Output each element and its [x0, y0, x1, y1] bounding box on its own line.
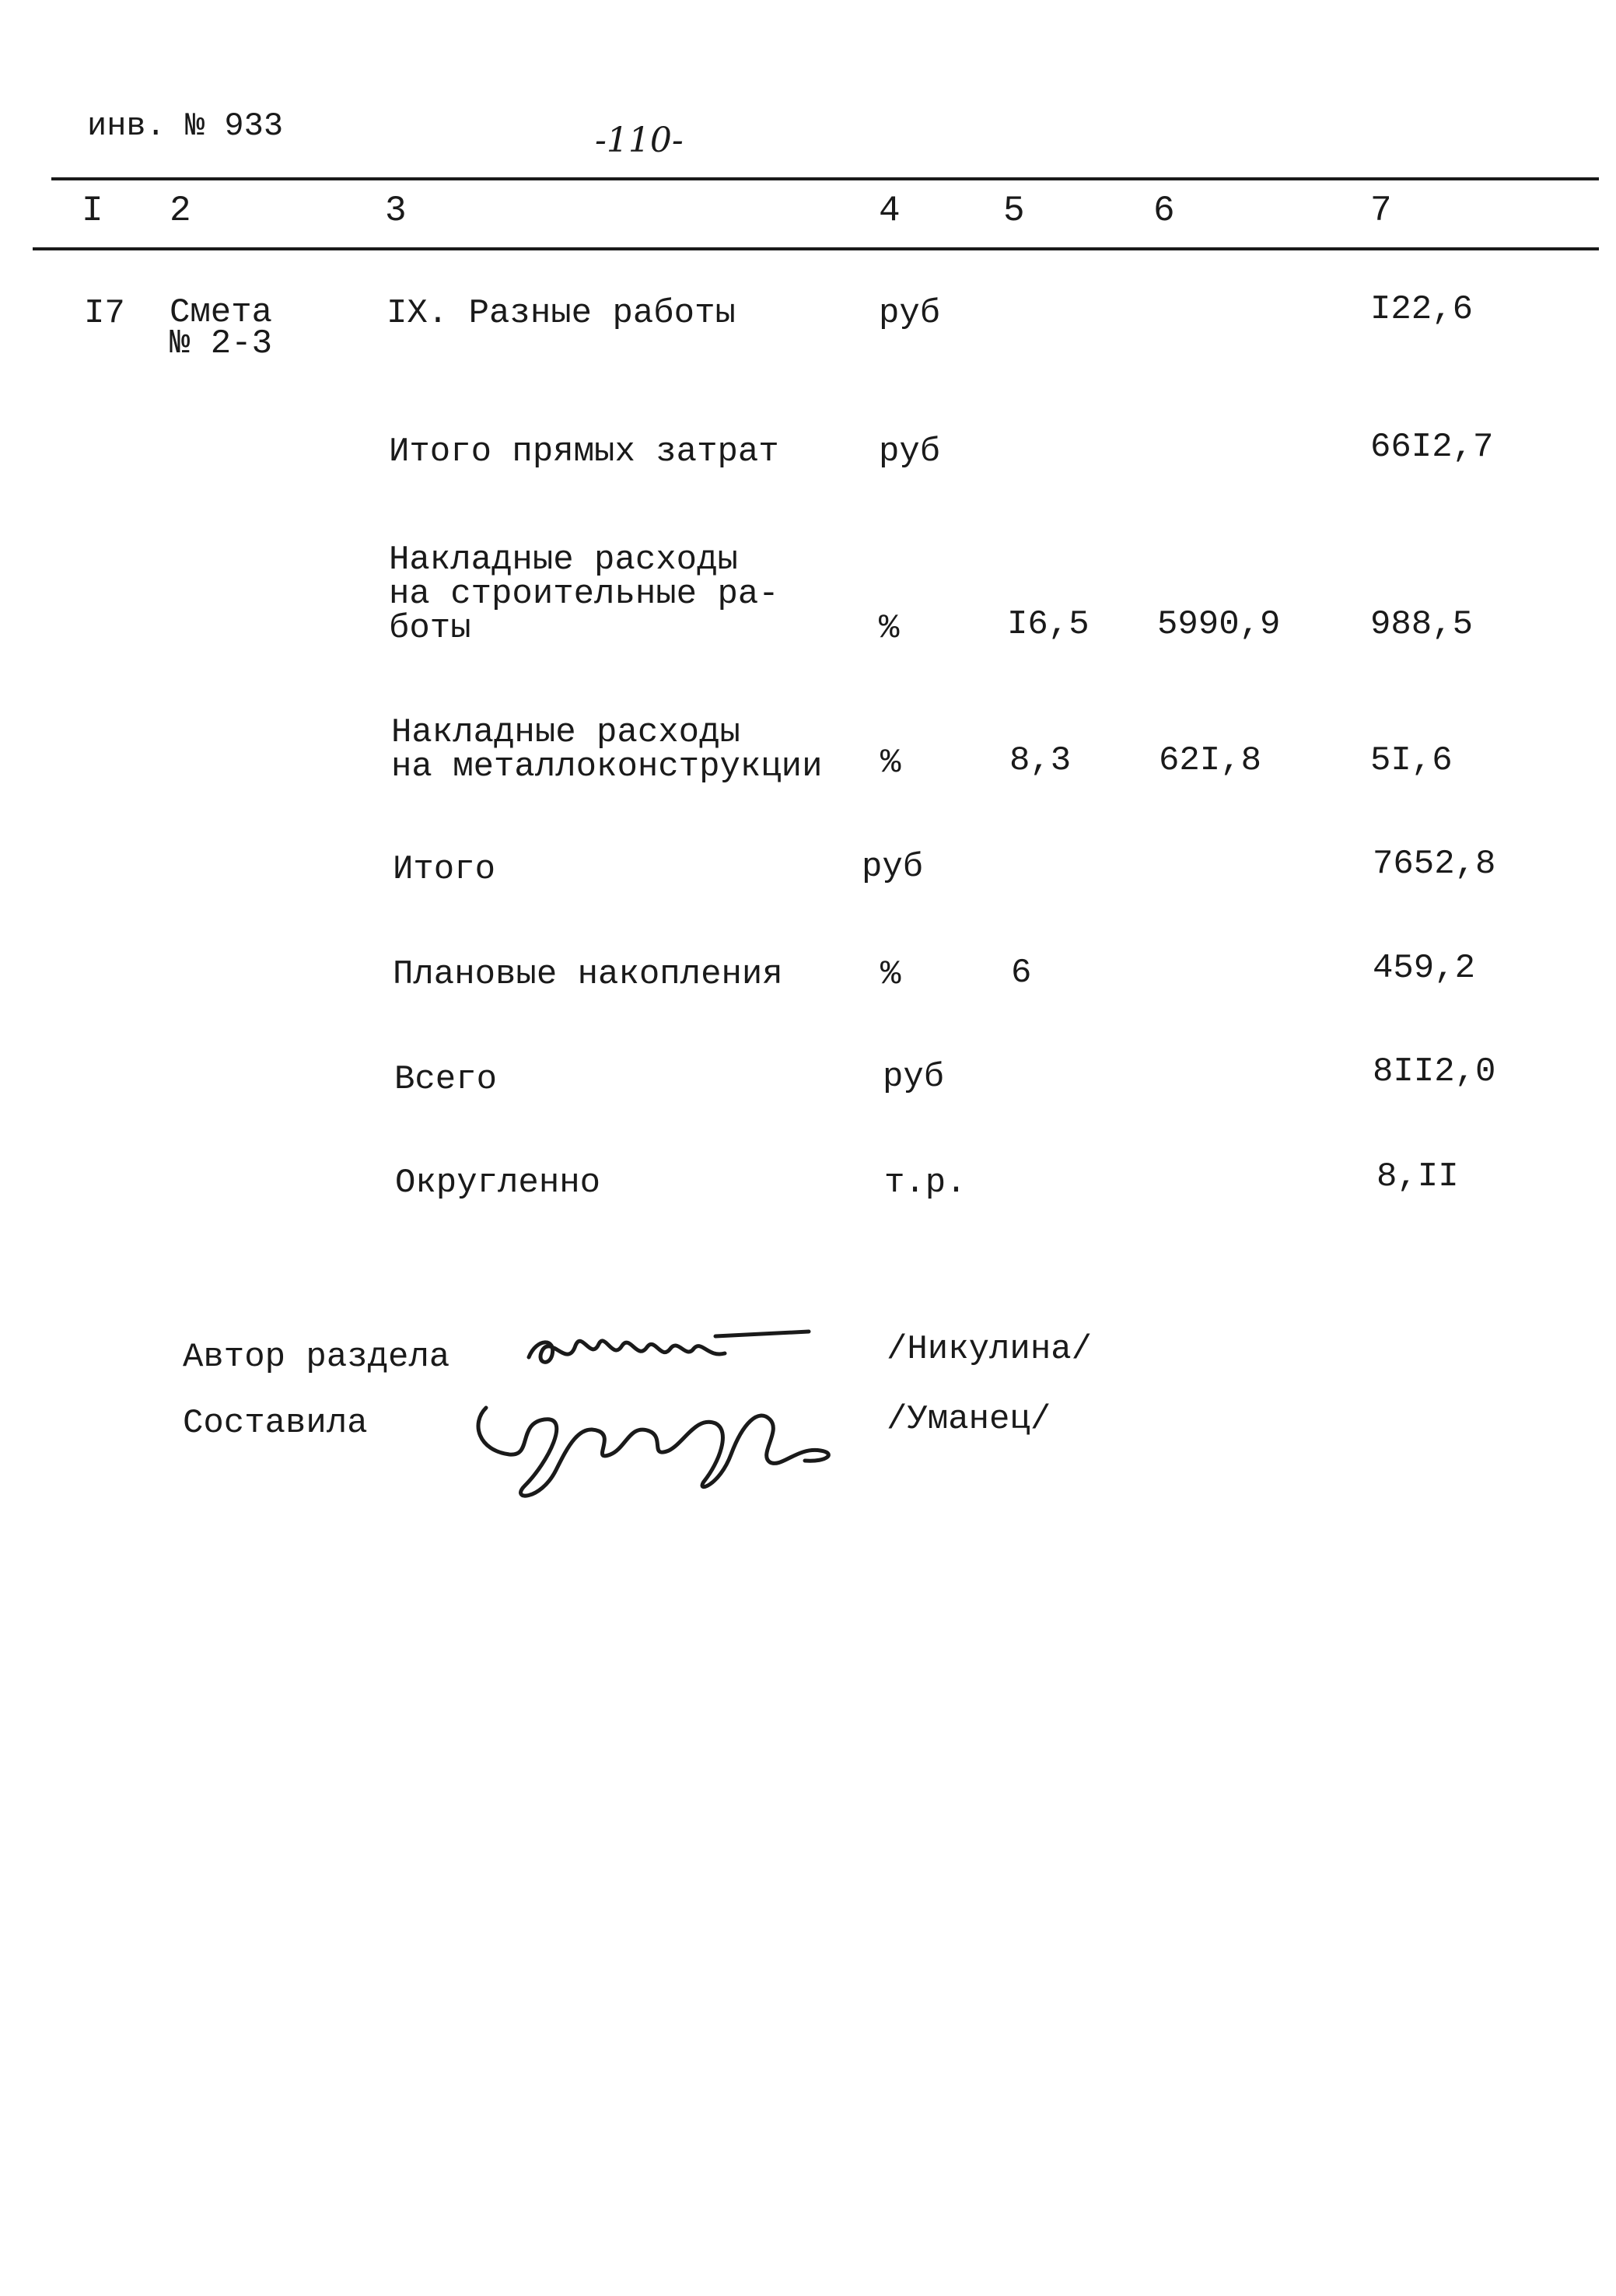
row-3-name: Накладные расходы на строительные ра- боты	[389, 541, 779, 648]
row-8-unit: т.р.	[884, 1164, 967, 1202]
row-4-total: 5I,6	[1370, 741, 1453, 780]
compiler-name: /Уманец/	[887, 1400, 1051, 1439]
column-heading-4: 4	[879, 191, 901, 231]
row-4-base: 62I,8	[1159, 741, 1262, 780]
page-number: -110-	[595, 121, 684, 160]
row-1-total: I22,6	[1370, 290, 1474, 329]
row-1-unit: руб	[879, 294, 941, 333]
row-2-name: Итого прямых затрат	[389, 432, 779, 471]
row-number: I7	[84, 294, 125, 333]
row-6-rate: 6	[1011, 954, 1032, 992]
row-5-total: 7652,8	[1373, 845, 1496, 884]
author-name: /Никулина/	[887, 1330, 1093, 1369]
column-heading-6: 6	[1153, 191, 1175, 231]
row-4-rate: 8,3	[1009, 741, 1072, 780]
row-6-total: 459,2	[1373, 949, 1476, 988]
row-4-name: Накладные расходы на металлоконструкции	[391, 713, 823, 786]
header-bottom-rule	[33, 247, 1599, 250]
row-6-name: Плановые накопления	[393, 955, 783, 994]
column-heading-1: I	[82, 191, 103, 231]
row-3-rate: I6,5	[1007, 605, 1090, 644]
column-heading-3: 3	[385, 191, 407, 231]
row-4-unit: %	[880, 744, 901, 782]
row-3-unit: %	[879, 609, 900, 648]
row-2-unit: руб	[879, 432, 941, 471]
row-1-name: IX. Разные работы	[387, 294, 736, 333]
row-2-total: 66I2,7	[1370, 428, 1494, 467]
author-signature	[521, 1314, 848, 1384]
row-6-unit: %	[880, 955, 901, 994]
row-7-unit: руб	[883, 1058, 945, 1097]
row-8-name: Округленно	[395, 1164, 601, 1202]
row-8-total: 8,II	[1376, 1157, 1459, 1196]
column-heading-2: 2	[170, 191, 191, 231]
row-3-total: 988,5	[1370, 605, 1474, 644]
author-label: Автор раздела	[183, 1338, 450, 1377]
row-5-unit: руб	[862, 848, 924, 887]
top-rule	[51, 177, 1599, 180]
inventory-number: инв. № 933	[87, 107, 284, 145]
row-7-total: 8II2,0	[1373, 1052, 1496, 1091]
row-3-base: 5990,9	[1157, 605, 1281, 644]
estimate-reference: Смета № 2-3	[170, 293, 273, 363]
compiler-signature	[463, 1377, 867, 1509]
compiler-label: Составила	[183, 1404, 368, 1443]
column-heading-5: 5	[1003, 191, 1025, 231]
row-5-name: Итого	[393, 850, 496, 889]
row-7-name: Всего	[394, 1060, 498, 1099]
column-heading-7: 7	[1370, 191, 1392, 231]
